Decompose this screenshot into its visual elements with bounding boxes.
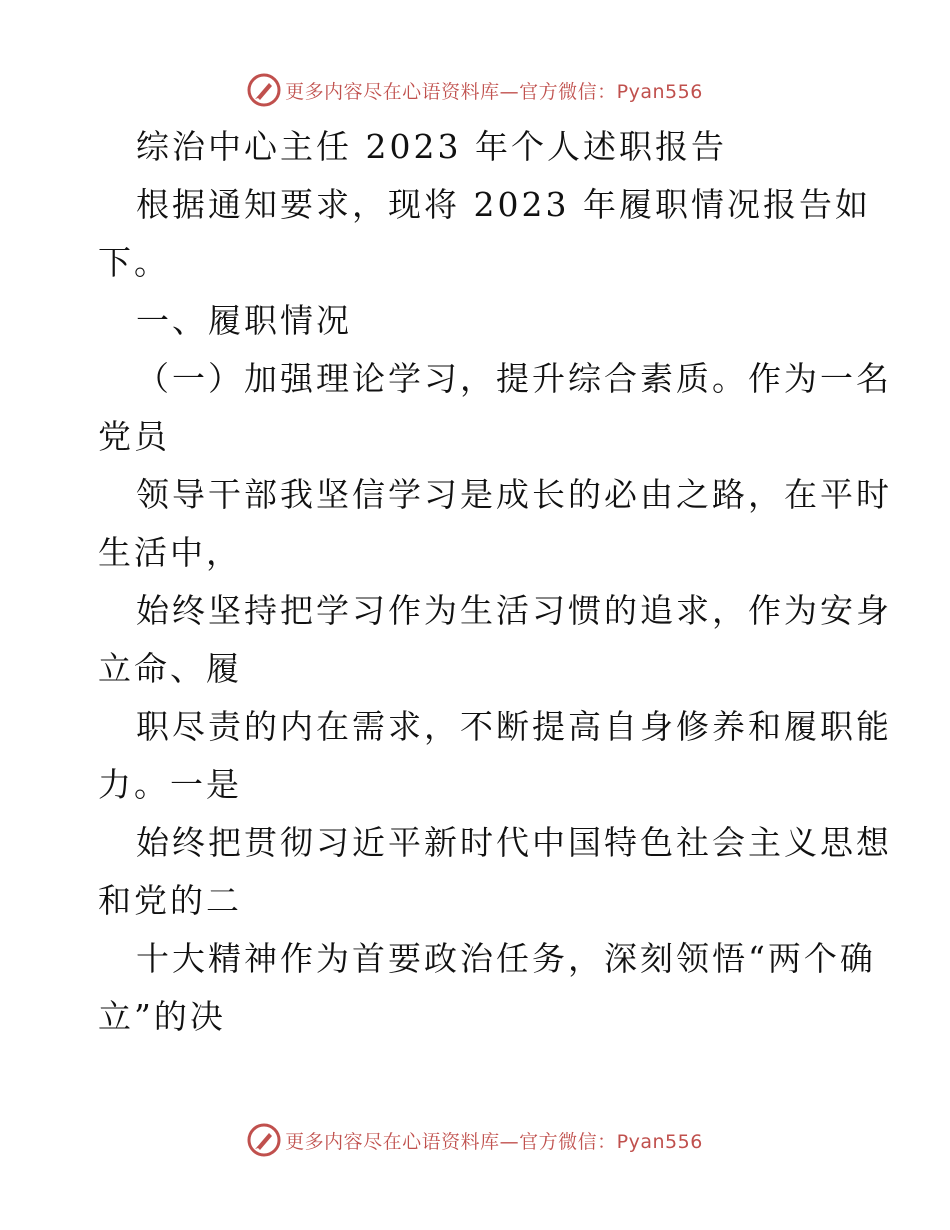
footer-banner [0, 1120, 950, 1160]
paragraph-line: 职尽责的内在需求，不断提高自身修养和履职能 [136, 707, 892, 746]
paragraph-line: 下。 [98, 243, 170, 282]
subsection-heading: （一）加强理论学习，提升综合素质。作为一名 [136, 359, 892, 398]
paragraph-line: 十大精神作为首要政治任务，深刻领悟“两个确 [136, 939, 876, 978]
paragraph-line: 始终把贯彻习近平新时代中国特色社会主义思想 [136, 823, 892, 862]
paragraph-line: 立”的决 [98, 997, 226, 1036]
banner-text: 更多内容尽在心语资料库—官方微信：Pyan556 [285, 80, 703, 103]
pen-nib-logo-icon [247, 73, 281, 107]
paragraph-line: 党员 [98, 417, 170, 456]
section-heading: 一、履职情况 [136, 301, 352, 340]
paragraph-line: 立命、履 [98, 649, 242, 688]
document-title: 综治中心主任 2023 年个人述职报告 [136, 127, 727, 166]
banner-text: 更多内容尽在心语资料库—官方微信：Pyan556 [285, 1130, 703, 1153]
paragraph-line: 领导干部我坚信学习是成长的必由之路，在平时 [136, 475, 892, 514]
header-banner [0, 70, 950, 110]
pen-nib-logo-icon [247, 1123, 281, 1157]
paragraph-line: 生活中， [98, 533, 242, 572]
paragraph-line: 和党的二 [98, 881, 242, 920]
paragraph-line: 始终坚持把学习作为生活习惯的追求，作为安身 [136, 591, 892, 630]
paragraph-line: 根据通知要求，现将 2023 年履职情况报告如 [136, 185, 871, 224]
paragraph-line: 力。一是 [98, 765, 242, 804]
